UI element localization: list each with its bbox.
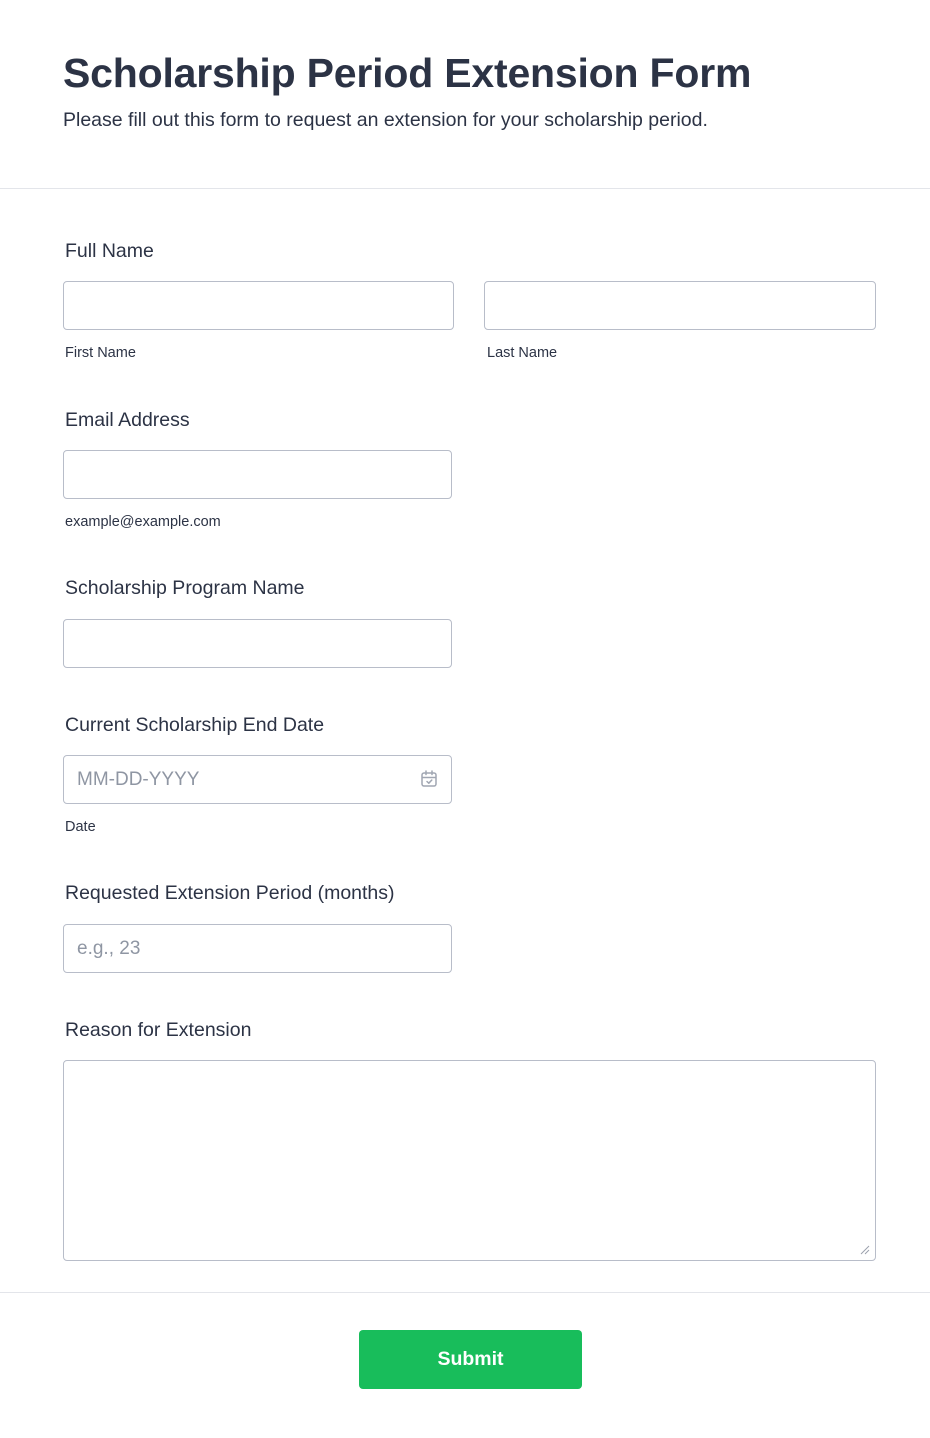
email-label: Email Address [65, 409, 190, 431]
form-title: Scholarship Period Extension Form [63, 50, 752, 96]
program-input[interactable] [63, 619, 452, 668]
form-subtitle: Please fill out this form to request an extension for your scholarship period. [63, 109, 708, 131]
form-header [0, 0, 930, 189]
end-date-label: Current Scholarship End Date [65, 714, 325, 736]
extension-label: Requested Extension Period (months) [65, 882, 395, 904]
reason-label: Reason for Extension [65, 1019, 252, 1041]
first-name-input[interactable] [63, 281, 454, 330]
program-label: Scholarship Program Name [65, 577, 305, 599]
calendar-icon[interactable] [420, 770, 438, 788]
last-name-sublabel: Last Name [487, 345, 558, 361]
submit-button[interactable]: Submit [359, 1330, 582, 1389]
first-name-sublabel: First Name [65, 345, 136, 361]
full-name-label: Full Name [65, 240, 154, 262]
end-date-field [63, 755, 452, 804]
email-input[interactable] [63, 450, 452, 499]
last-name-input[interactable] [484, 281, 876, 330]
end-date-input[interactable] [63, 755, 452, 804]
extension-input[interactable] [63, 924, 452, 973]
resize-grip-icon[interactable] [858, 1243, 870, 1255]
reason-textarea[interactable] [63, 1060, 876, 1261]
end-date-sublabel: Date [65, 819, 96, 835]
email-sublabel: example@example.com [65, 514, 221, 530]
